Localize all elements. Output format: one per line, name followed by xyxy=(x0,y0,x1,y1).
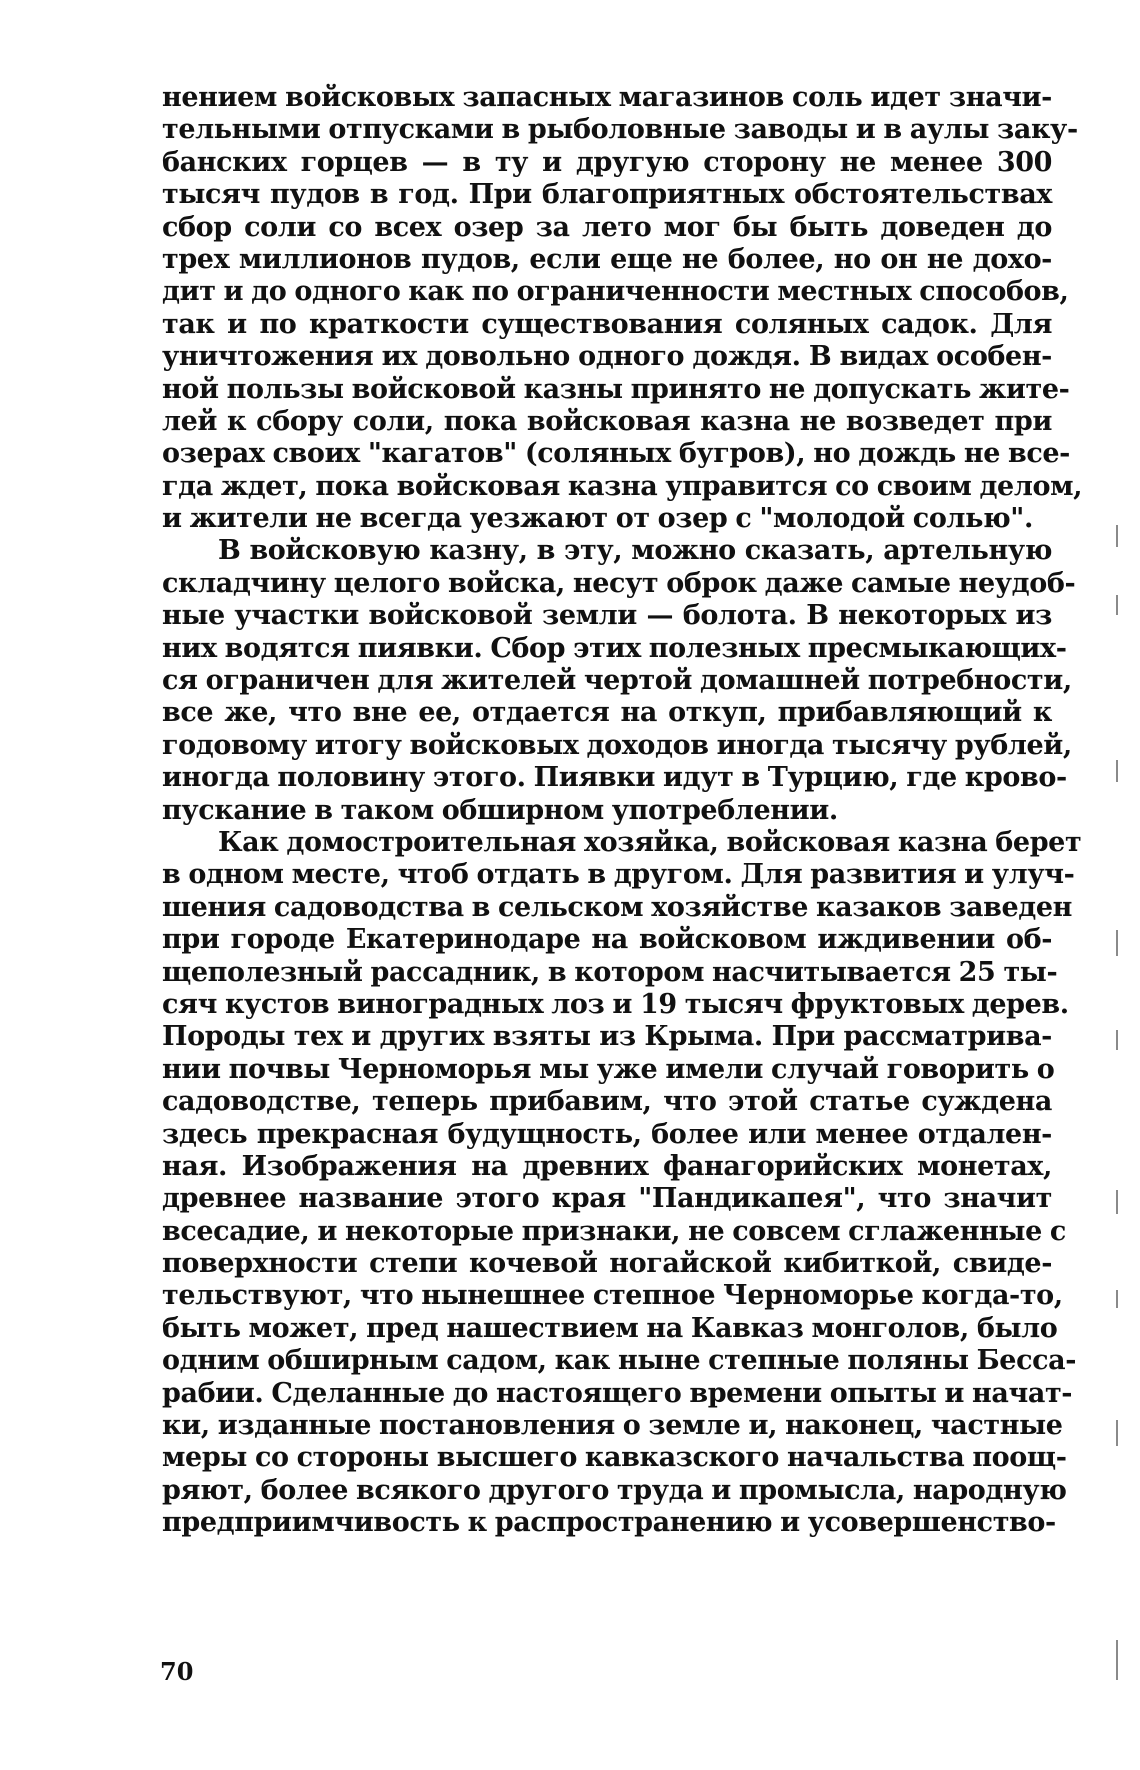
text-line: них водятся пиявки. Сбор этих полезных пресмыкающих- xyxy=(162,632,1067,664)
text-line: годовому итогу войсковых доходов иногда тысячу рублей, xyxy=(162,729,1072,761)
text-line: иногда половину этого. Пиявки идут в Турцию, где крово- xyxy=(162,762,1067,794)
text-line: В войсковую казну, в эту, можно сказать, артельную xyxy=(218,535,1052,567)
text-line: трех миллионов пудов, если еще не более, но он не дохо- xyxy=(162,243,1052,275)
text-line: сяч кустов виноградных лоз и 19 тысяч фруктовых дерев. xyxy=(162,988,1069,1020)
text-line: пускание в таком обширном употреблении. xyxy=(162,794,838,826)
scan-artifact xyxy=(1116,1190,1118,1214)
text-line: предприимчивость к распространению и усовершенство- xyxy=(162,1507,1056,1539)
scan-artifact xyxy=(1116,1030,1118,1050)
paragraph-3 xyxy=(162,826,1082,1540)
page-number: 70 xyxy=(160,1657,194,1686)
text-line: Породы тех и других взяты из Крыма. При рассматрива- xyxy=(162,1021,1052,1053)
scan-artifact xyxy=(1116,1420,1118,1446)
text-line: всесадие, и некоторые признаки, не совсем сглаженные с xyxy=(162,1215,1066,1247)
scan-artifact xyxy=(1116,760,1118,782)
text-line: при городе Екатеринодаре на войсковом иждивении об- xyxy=(162,924,1052,956)
text-line: поверхности степи кочевой ногайской кибиткой, свиде- xyxy=(162,1248,1052,1280)
text-line: шения садоводства в сельском хозяйстве казаков заведен xyxy=(162,891,1073,923)
text-line: рабии. Сделанные до настоящего времени опыты и начат- xyxy=(162,1377,1073,1409)
text-line: ки, изданные постановления о земле и, наконец, частные xyxy=(162,1410,1063,1442)
text-line: нии почвы Черноморья мы уже имели случай говорить о xyxy=(162,1053,1055,1085)
text-line: тельными отпусками в рыболовные заводы и в аулы заку- xyxy=(162,114,1078,146)
text-line: сбор соли со всех озер за лето мог бы быть доведен до xyxy=(162,211,1052,243)
text-line: озерах своих "кагатов" (соляных бугров), но дождь не все- xyxy=(162,438,1070,470)
text-line: здесь прекрасная будущность, более или менее отдален- xyxy=(162,1118,1052,1150)
text-line: тельствуют, что нынешнее степное Черноморье когда-то, xyxy=(162,1280,1063,1312)
text-line: гда ждет, пока войсковая казна управится со своим делом, xyxy=(162,470,1083,502)
text-line: Как домостроительная хозяйка, войсковая казна берет xyxy=(218,826,1082,858)
text-line: и жители не всегда уезжают от озер с "молодой солью". xyxy=(162,503,1033,535)
text-line: уничтожения их довольно одного дождя. В видах особен- xyxy=(162,341,1052,373)
text-line: так и по краткости существования соляных садок. Для xyxy=(162,308,1052,340)
text-line: ная. Изображения на древних фанагорийских монетах, xyxy=(162,1150,1052,1182)
text-line: нением войсковых запасных магазинов соль идет значи- xyxy=(162,82,1052,113)
text-line: одним обширным садом, как ныне степные поляны Бесса- xyxy=(162,1345,1077,1377)
text-line: ся ограничен для жителей чертой домашней потребности, xyxy=(162,665,1072,697)
scan-artifact xyxy=(1116,930,1118,956)
text-line: складчину целого войска, несут оброк даже самые неудоб- xyxy=(162,567,1076,599)
text-line: тысяч пудов в год. При благоприятных обстоятельствах xyxy=(162,179,1052,211)
text-line: ные участки войсковой земли — болота. В некоторых из xyxy=(162,600,1052,632)
text-line: в одном месте, чтоб отдать в другом. Для развития и улуч- xyxy=(162,859,1075,891)
scan-artifact xyxy=(1116,525,1118,547)
text-line: быть может, пред нашествием на Кавказ монголов, было xyxy=(162,1312,1058,1344)
text-line: садоводстве, теперь прибавим, что этой статье суждена xyxy=(162,1086,1052,1118)
text-line: меры со стороны высшего кавказского начальства поощ- xyxy=(162,1442,1067,1474)
paragraph-1 xyxy=(162,82,1083,535)
text-line: банских горцев — в ту и другую сторону не менее 300 xyxy=(162,146,1052,178)
text-line: щеполезный рассадник, в котором насчитывается 25 ты- xyxy=(162,956,1058,988)
paragraph-2 xyxy=(162,535,1076,827)
text-line: дит и до одного как по ограниченности местных способов, xyxy=(162,276,1069,308)
text-line: лей к сбору соли, пока войсковая казна не возведет при xyxy=(162,405,1052,437)
text-line: ряют, более всякого другого труда и промысла, народную xyxy=(162,1474,1067,1506)
body-text xyxy=(162,82,1083,1540)
scan-artifact xyxy=(1116,1290,1118,1308)
text-line: ной пользы войсковой казны принято не допускать жите- xyxy=(162,373,1070,405)
scan-artifact xyxy=(1116,1640,1118,1680)
scan-artifact xyxy=(1116,595,1118,615)
text-line: все же, что вне ее, отдается на откуп, прибавляющий к xyxy=(162,697,1052,729)
text-line: древнее название этого края "Пандикапея", что значит xyxy=(162,1183,1052,1215)
